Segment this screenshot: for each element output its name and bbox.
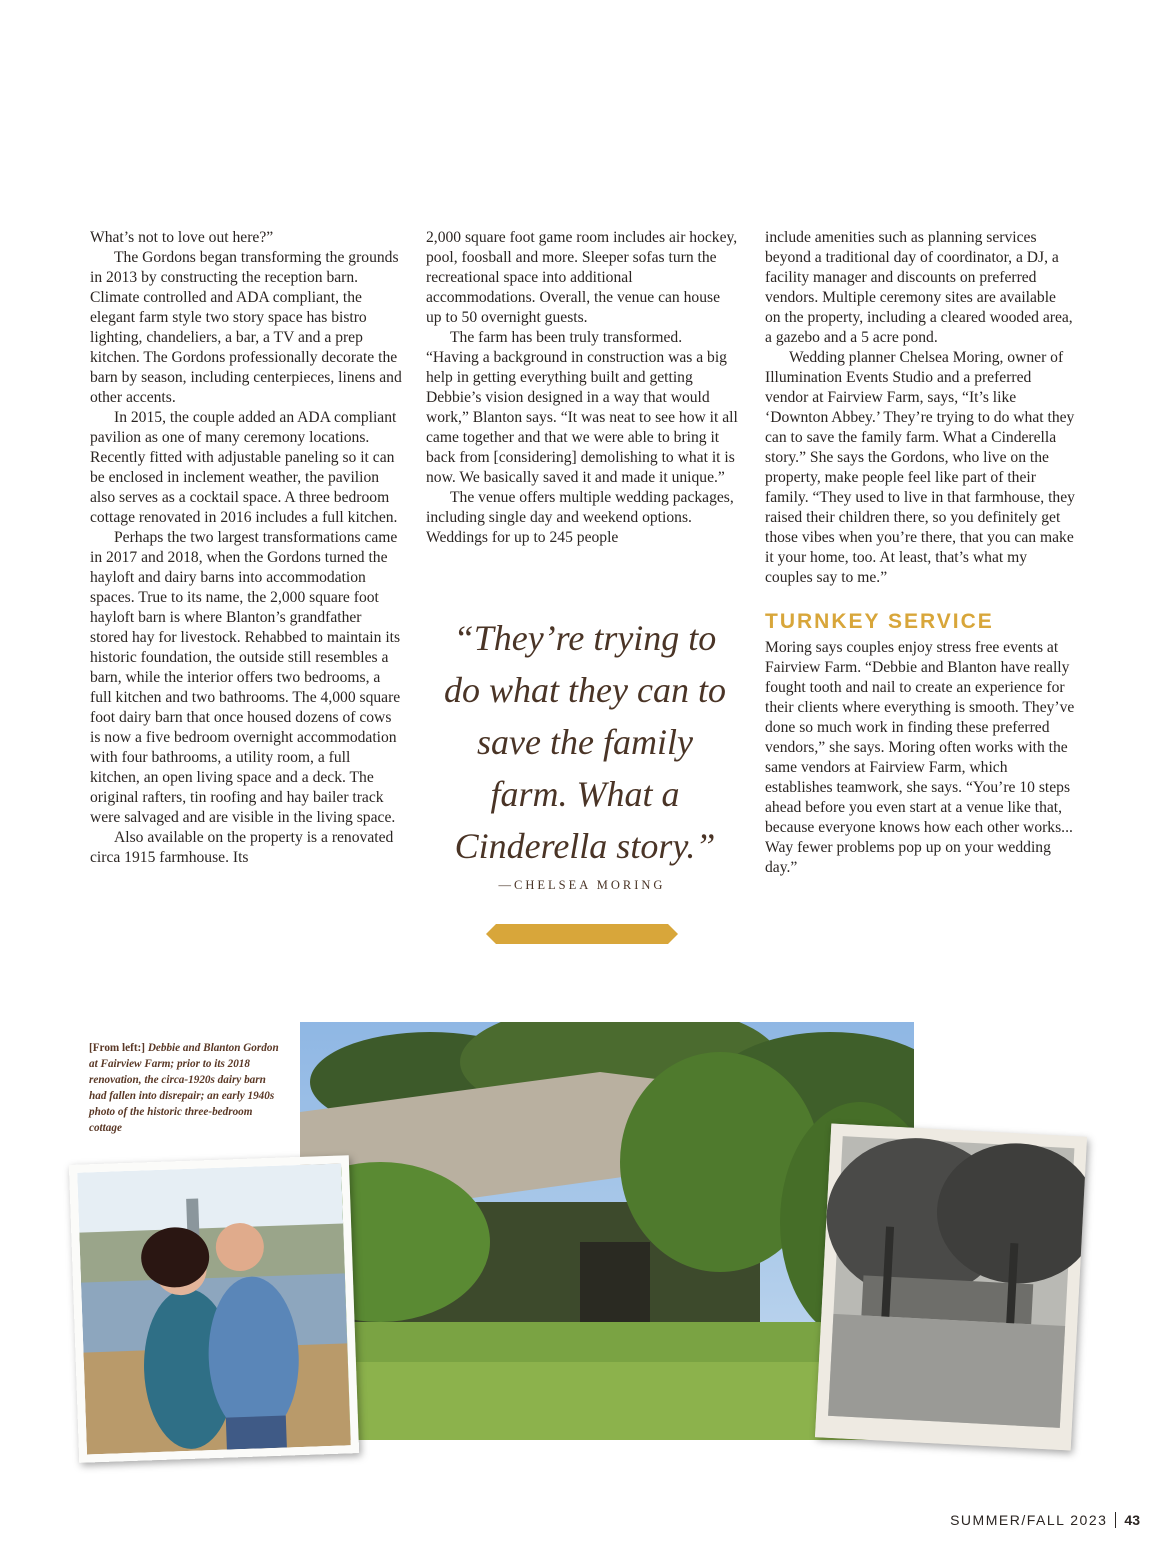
caption-text: Debbie and Blanton Gordon at Fairview Farm; prior to its 2018 renovation, the circa-1920s dairy barn had fallen into disrepair; an early 1940s photo of the historic three-bedroom cottage — [89, 1042, 279, 1134]
paragraph: include amenities such as planning services beyond a traditional day of coordinator, a DJ, a facility manager and discounts on preferred vendors. Multiple ceremony sites are available on the property, including a cleared wooded area, a gazebo and a 5 acre pond. — [765, 229, 1073, 346]
issue-label: SUMMER/FALL 2023 — [950, 1512, 1108, 1528]
page-number: 43 — [1124, 1512, 1140, 1528]
paragraph: Wedding planner Chelsea Moring, owner of Illumination Events Studio and a preferred vendor at Fairview Farm, says, “It’s like ‘Downton Abbey.’ They’re trying to do what they can to save the family farm. What a Cinderella story.” She says the Gordons, who live on the property, make people feel like part of their family. “They used to live in that farmhouse, they raised their children there, so you definitely get those vibes when you’re there, that you can make it your home, too. At least, that’s what my couples say to me.” — [765, 349, 1075, 586]
paragraph: Moring says couples enjoy stress free events at Fairview Farm. “Debbie and Blanton have really fought tooth and nail to create an experience for their clients where everything is smooth. They’ve done so much work in finding these preferred vendors,” she says. Moring often works with the same vendors at Fairview Farm, which establishes teamwork, she says. “You’re 10 steps ahead before you even start at a venue like that, because everyone knows how each other works... Way fewer problems pop up on your wedding day.” — [765, 639, 1075, 876]
paragraph: Perhaps the two largest transformations came in 2017 and 2018, when the Gordons turned the hayloft and dairy barns into accommodation spaces. True to its name, the 2,000 square foot hayloft barn is where Blanton’s grandfather stored hay for livestock. Rehabbed to maintain its historic foundation, the outside still resembles a barn, while the interior offers two bedrooms, a full kitchen and two bathrooms. The 4,000 square foot dairy barn that once housed dozens of cows is now a five bedroom overnight accommodation with four bathrooms, a utility room, a full kitchen, an open living space and a deck. The original rafters, tin roofing and hay bailer track were salvaged and are visible in the living space. — [90, 529, 401, 826]
page-footer — [950, 1512, 1140, 1528]
pull-quote-attribution: —CHELSEA MORING — [498, 878, 666, 892]
article-column-1 — [90, 228, 402, 868]
section-heading: TURNKEY SERVICE — [765, 610, 994, 633]
paragraph: Also available on the property is a renovated circa 1915 farmhouse. Its — [90, 829, 394, 866]
paragraph: The farm has been truly transformed. “Having a background in construction was a big help in getting everything built and getting Debbie’s vision designed in a way that would work,” Blanton says. “It was neat to see how it all came together and that we were able to bring it back from [considering] demolishing to what it is now. We basically saved it and made it unique.” — [426, 329, 738, 486]
paragraph: In 2015, the couple added an ADA compliant pavilion as one of many ceremony locations. Recently fitted with adjustable paneling so it can be enclosed in inclement weather, the pavilion also serves as a cocktail space. A three bedroom cottage renovated in 2016 includes a full kitchen. — [90, 409, 398, 526]
couple-photo — [69, 1155, 359, 1463]
article-column-3 — [765, 228, 1075, 878]
paragraph: What’s not to love out here?” — [90, 229, 274, 246]
paragraph: 2,000 square foot game room includes air hockey, pool, foosball and more. Sleeper sofas turn the recreational space into additional accommodations. Overall, the venue can house up to 50 overnight guests. — [426, 229, 738, 326]
cottage-photo — [815, 1124, 1087, 1451]
photo-caption — [89, 1040, 281, 1136]
caption-lead: [From left:] — [89, 1042, 146, 1054]
pull-quote: “They’re trying to do what they can to save the family farm. What a Cinderella story.” — [444, 618, 726, 866]
paragraph: The venue offers multiple wedding packages, including single day and weekend options. Weddings for up to 245 people — [426, 489, 734, 546]
decorative-divider — [486, 924, 678, 944]
paragraph: The Gordons began transforming the grounds in 2013 by constructing the reception barn. Climate controlled and ADA compliant, the elegant farm style two story space has bistro lighting, chandeliers, a bar, a TV and a prep kitchen. The Gordons professionally decorate the barn by season, including centerpieces, linens and other accents. — [90, 249, 402, 406]
article-column-2 — [426, 228, 738, 548]
footer-divider — [1115, 1512, 1116, 1528]
